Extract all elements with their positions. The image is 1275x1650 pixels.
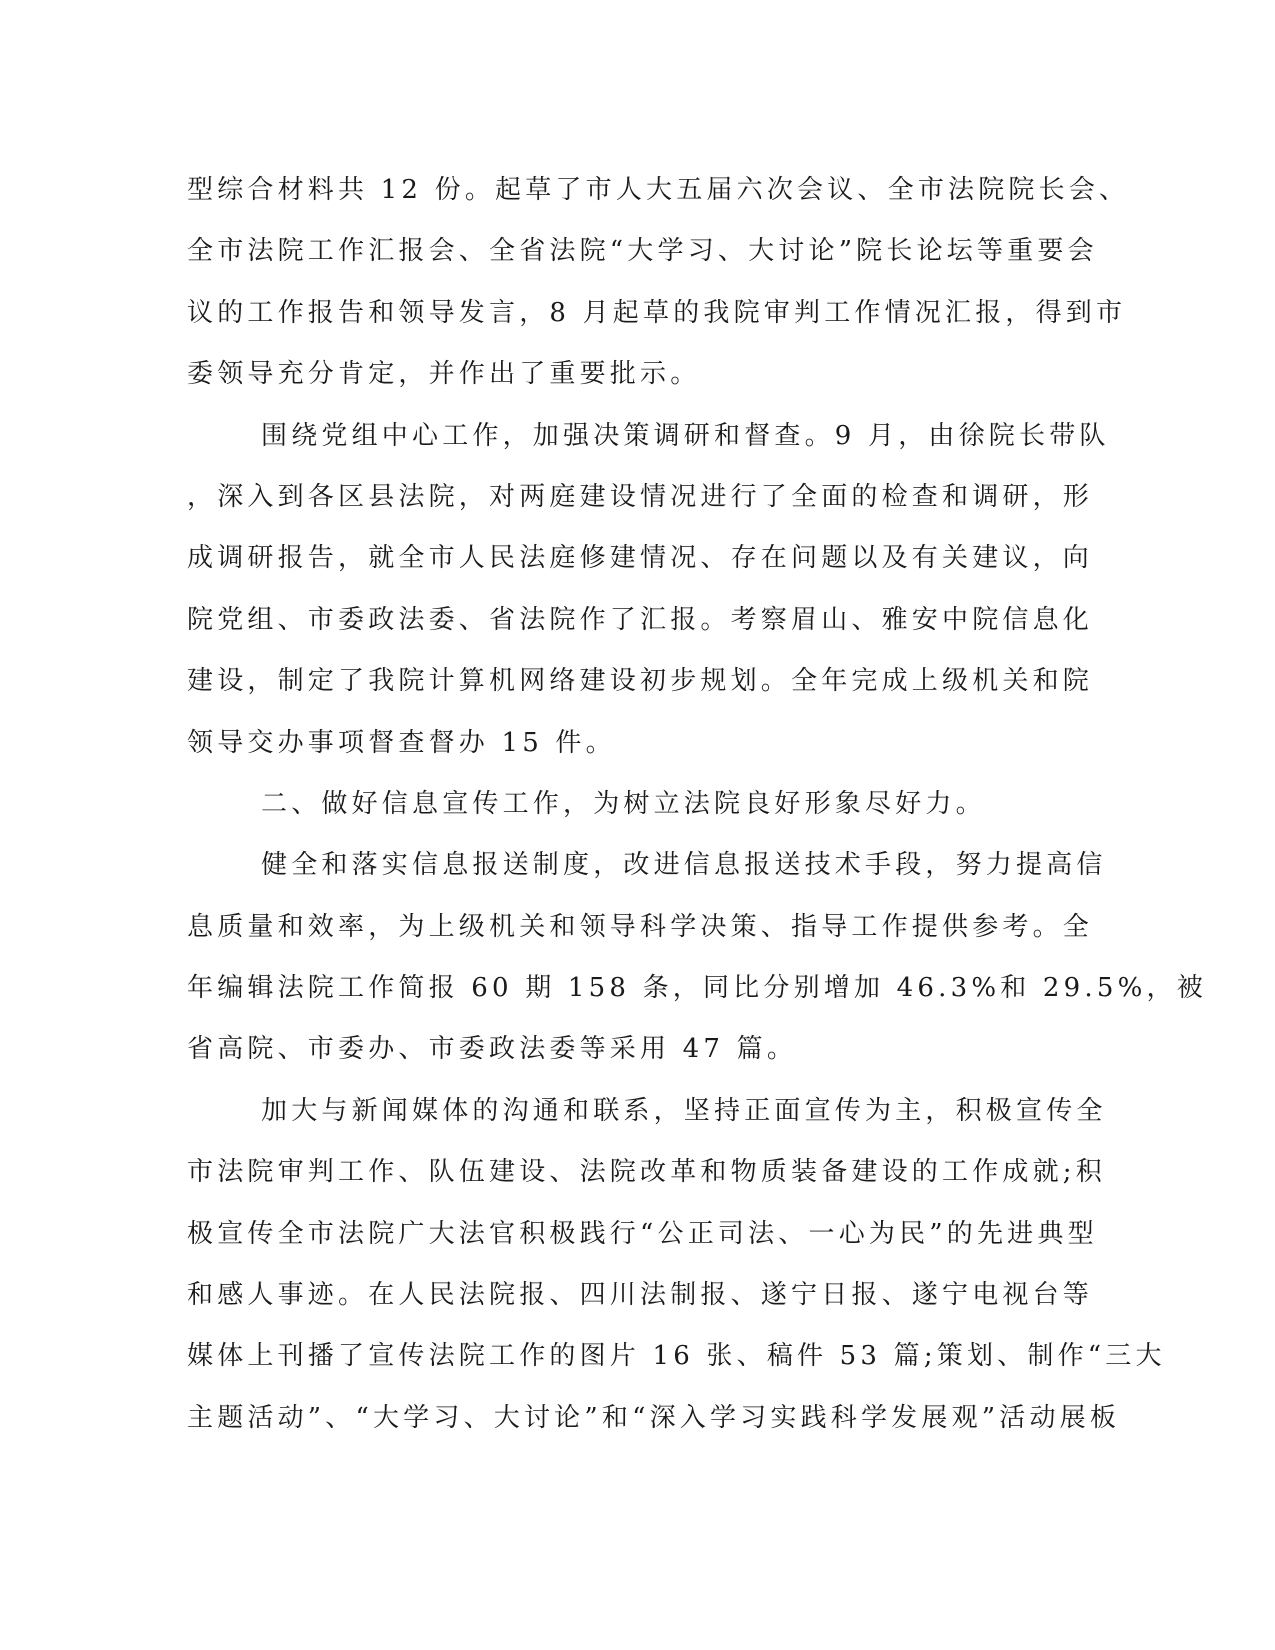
document-body bbox=[187, 160, 1207, 1449]
text-line: 主题活动”、“大学习、大讨论”和“深入学习实践科学发展观”活动展板 bbox=[187, 1402, 1121, 1433]
paragraph-first-line: 加大与新闻媒体的沟通和联系，坚持正面宣传为主，积极宣传全 bbox=[261, 1095, 1107, 1126]
text-line: 委领导充分肯定，并作出了重要批示。 bbox=[187, 359, 701, 390]
text-line: 息质量和效率，为上级机关和领导科学决策、指导工作提供参考。全 bbox=[187, 911, 1094, 942]
text-line: 院党组、市委政法委、省法院作了汇报。考察眉山、雅安中院信息化 bbox=[187, 604, 1094, 635]
text-line: 建设，制定了我院计算机网络建设初步规划。全年完成上级机关和院 bbox=[187, 666, 1094, 697]
text-line: 议的工作报告和领导发言，8 月起草的我院审判工作情况汇报，得到市 bbox=[187, 297, 1127, 328]
text-line: 型综合材料共 12 份。起草了市人大五届六次会议、全市法院院长会、 bbox=[187, 175, 1130, 205]
text-line: 极宣传全市法院广大法官积极践行“公正司法、一心为民”的先进典型 bbox=[187, 1218, 1098, 1249]
text-line: 全市法院工作汇报会、全省法院“大学习、大讨论”院长论坛等重要会 bbox=[187, 236, 1098, 267]
text-line: 媒体上刊播了宣传法院工作的图片 16 张、稿件 53 篇;策划、制作“三大 bbox=[187, 1341, 1166, 1372]
section-heading: 二、做好信息宣传工作，为树立法院良好形象尽好力。 bbox=[261, 788, 986, 819]
paragraph-first-line: 围绕党组中心工作，加强决策调研和督查。9 月，由徐院长带队 bbox=[261, 420, 1110, 451]
text-line: 领导交办事项督查督办 15 件。 bbox=[187, 727, 616, 758]
text-line: 年编辑法院工作简报 60 期 158 条，同比分别增加 46.3%和 29.5%，被 bbox=[187, 973, 1207, 1004]
text-line: 市法院审判工作、队伍建设、法院改革和物质装备建设的工作成就;积 bbox=[187, 1157, 1106, 1188]
text-line: ，深入到各区县法院，对两庭建设情况进行了全面的检查和调研，形 bbox=[187, 481, 1094, 512]
text-line: 和感人事迹。在人民法院报、四川法制报、遂宁日报、遂宁电视台等 bbox=[187, 1280, 1094, 1311]
text-line: 成调研报告，就全市人民法庭修建情况、存在问题以及有关建议，向 bbox=[187, 543, 1094, 574]
text-line: 省高院、市委办、市委政法委等采用 47 篇。 bbox=[187, 1034, 798, 1065]
paragraph-first-line: 健全和落实信息报送制度，改进信息报送技术手段，努力提高信 bbox=[261, 850, 1107, 881]
